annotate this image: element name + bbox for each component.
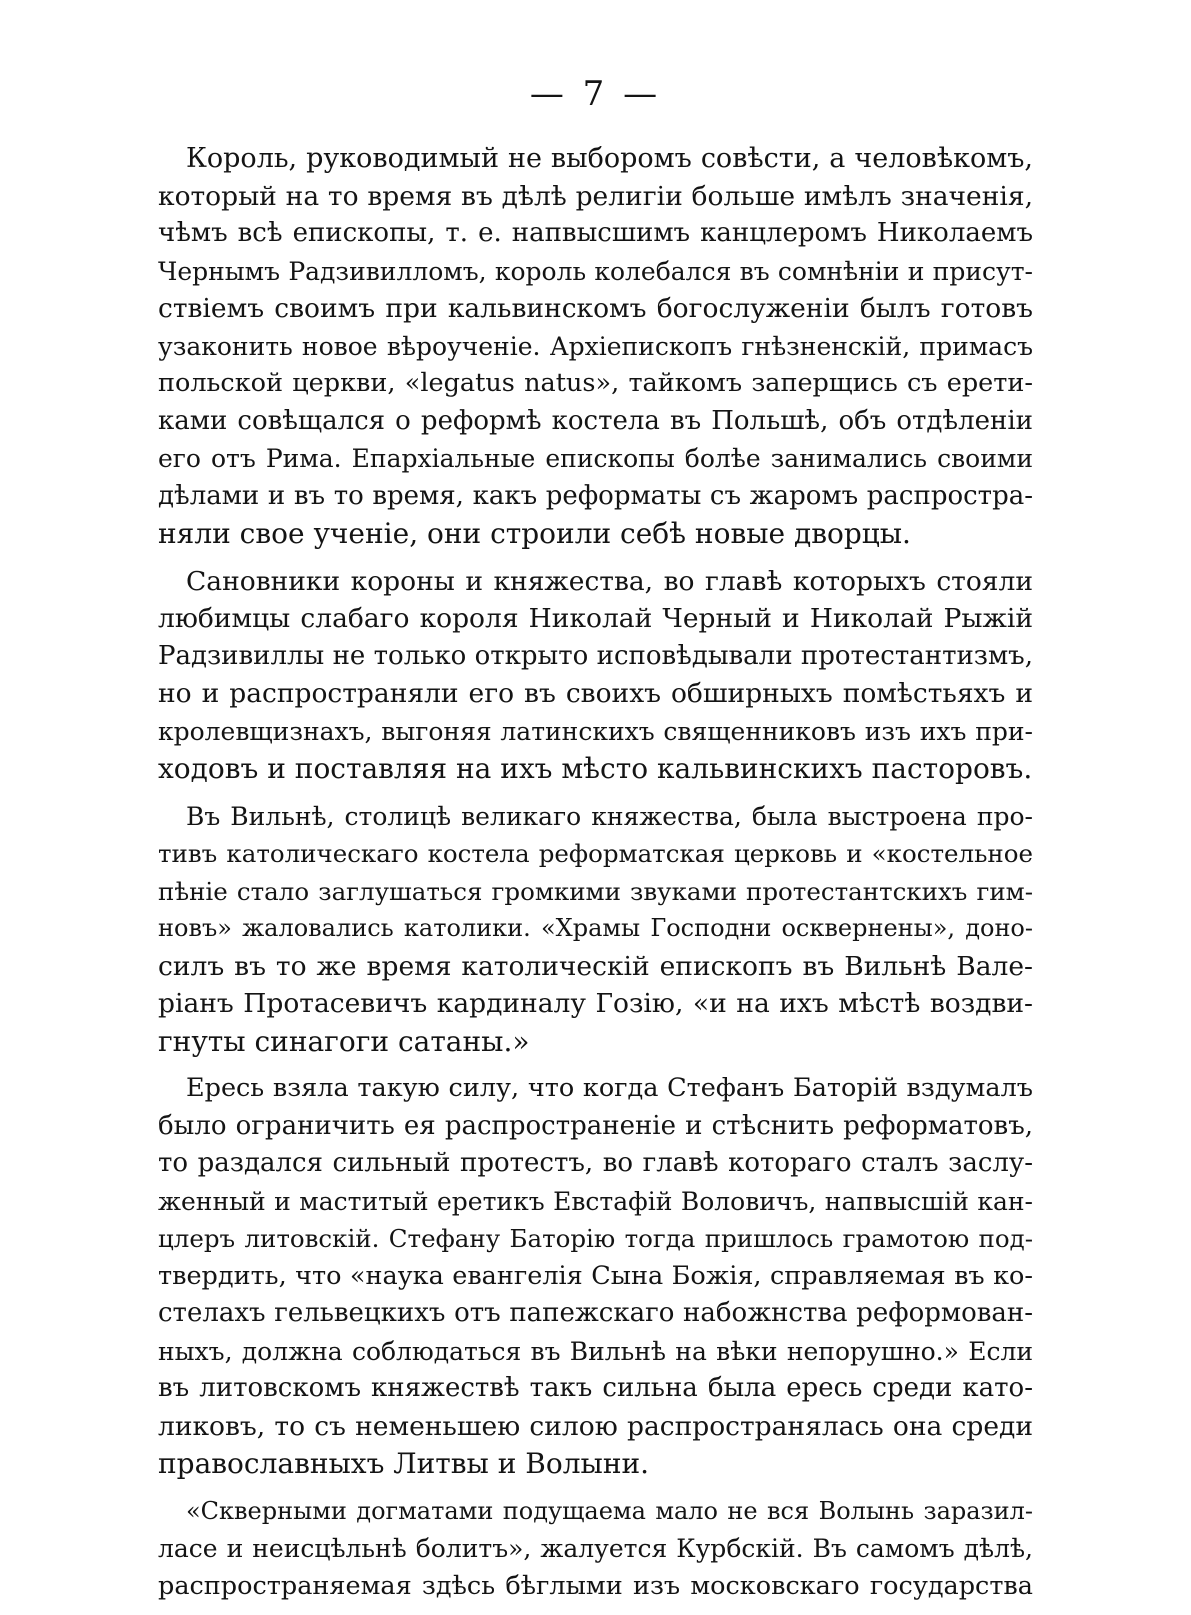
body-text	[158, 140, 1033, 1615]
text-line: чѣмъ всѣ епископы, т. е. напвысшимъ канцлеромъ Николаемъ	[158, 218, 1033, 248]
text-line: ликовъ, то съ неменьшею силою распространялась она среди	[158, 1410, 1033, 1442]
text-line: любимцы слабаго короля Николай Черный и Николай Рыжій	[158, 603, 1033, 634]
paragraph-5	[158, 1493, 1033, 1606]
text-line: распространяемая здѣсь бѣглыми изъ московскаго государства	[158, 1570, 1033, 1601]
text-line: его отъ Рима. Епархіальные епископы болѣе занимались своими	[158, 444, 1033, 473]
text-line: который на то время въ дѣлѣ религіи больше имѣлъ значенія,	[158, 180, 1033, 212]
text-line: ходовъ и поставляя на ихъ мѣсто кальвинскихъ пасторовъ.	[158, 752, 1033, 785]
text-line: ками совѣщался о реформѣ костела въ Польшѣ, объ отдѣленіи	[158, 405, 1033, 436]
text-line: гнуты синагоги сатаны.»	[158, 1024, 530, 1058]
text-line: силъ въ то же время католическій епископъ въ Вильнѣ Вале-	[158, 950, 1033, 982]
text-line: узаконить новое вѣроученіе. Архіепископъ гнѣзненскій, примасъ	[158, 331, 1033, 361]
text-line: въ литовскомъ княжествѣ такъ сильна была ересь среди като-	[158, 1373, 1033, 1403]
text-line: православныхъ Литвы и Волыни.	[158, 1447, 650, 1480]
paragraph-3	[158, 798, 1033, 1061]
text-line: Чернымъ Радзивилломъ, король колебался въ сомнѣніи и присут-	[158, 256, 1033, 286]
paragraph-1	[158, 140, 1033, 553]
text-line: Ересь взяла такую силу, что когда Стефанъ Баторій вздумалъ	[186, 1073, 1033, 1103]
text-line: ствіемъ своимъ при кальвинскомъ богослуженіи былъ готовъ	[158, 293, 1033, 324]
text-line: Радзивиллы не только открыто исповѣдывали протестантизмъ,	[158, 640, 1033, 671]
text-line: няли свое ученіе, они строили себѣ новые дворцы.	[158, 517, 911, 550]
paragraph-2	[158, 563, 1033, 788]
text-line: польской церкви, «legatus natus», тайкомъ заперщись съ ерети-	[158, 368, 1033, 398]
paragraph-4	[158, 1070, 1033, 1483]
text-line: твердить, что «наука евангелія Сына Божія, справляемая въ ко-	[158, 1260, 1033, 1291]
text-line: ласе и неисцѣльнѣ болитъ», жалуется Курбскій. Въ самомъ дѣлѣ,	[158, 1534, 1033, 1563]
page-number: — 7 —	[529, 74, 662, 114]
text-line: женный и маститый еретикъ Евстафій Воловичъ, напвысшій кан-	[158, 1186, 1033, 1216]
text-line: кролевщизнахъ, выгоняя латинскихъ священниковъ изъ ихъ при-	[158, 716, 1033, 746]
text-line: было ограничить ея распространеніе и стѣснить реформатовъ,	[158, 1110, 1033, 1141]
text-line: тивъ католическаго костела реформатская церковь и «костельное	[158, 839, 1033, 868]
text-line: Король, руководимый не выборомъ совѣсти, а человѣкомъ,	[186, 143, 1033, 174]
text-line: цлеръ литовскій. Стефану Баторію тогда пришлось грамотою под-	[158, 1224, 1033, 1253]
text-line: ріанъ Протасевичъ кардиналу Гозію, «и на ихъ мѣстѣ воздви-	[158, 988, 1033, 1019]
text-line: ныхъ, должна соблюдаться въ Вильнѣ на вѣки непорушно.» Если	[158, 1336, 1033, 1366]
text-line: стелахъ гельвецкихъ отъ папежскаго набожнства реформован-	[158, 1298, 1033, 1328]
text-line: дѣлами и въ то время, какъ реформаты съ жаромъ распростра-	[158, 480, 1033, 511]
text-line: «Скверными догматами подущаема мало не вся Волынь заразил-	[186, 1496, 1033, 1525]
text-line: то раздался сильный протестъ, во главѣ котораго сталъ заслу-	[158, 1148, 1033, 1178]
text-line: пѣніе стало заглушаться громкими звуками протестантскихъ гим-	[158, 876, 1033, 906]
text-line: Сановники короны и княжества, во главѣ которыхъ стояли	[186, 565, 1033, 597]
text-line: Въ Вильнѣ, столицѣ великаго княжества, была выстроена про-	[186, 801, 1033, 831]
text-line: но и распространяли его въ своихъ обширныхъ помѣстьяхъ и	[158, 678, 1033, 709]
text-line: новъ» жаловались католики. «Храмы Господни осквернены», доно-	[158, 914, 1033, 942]
